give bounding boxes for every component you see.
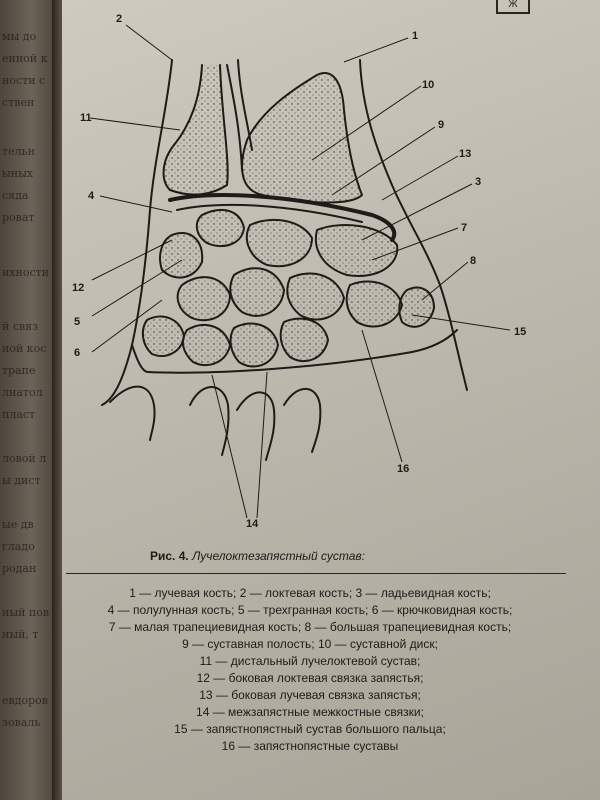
label-6: 6 [74, 347, 81, 359]
left-page-text: ной кос [2, 342, 47, 355]
left-page-text: евдоров [2, 694, 48, 707]
label-8: 8 [470, 255, 477, 267]
left-page-text: мы до [2, 30, 37, 43]
left-page-text: роват [2, 211, 35, 224]
legend-line: 1 — лучевая кость; 2 — локтевая кость; 3 — ладьевидная кость; [129, 586, 491, 600]
figure-legend [40, 585, 580, 755]
left-page-text: ы дист [2, 474, 41, 487]
label-16: 16 [397, 463, 410, 475]
wrist-joint-illustration [62, 0, 600, 545]
legend-line: 4 — полулунная кость; 5 — трехгранная кость; 6 — крючковидная кость; [107, 603, 513, 617]
legend-line: 15 — запястнопястный сустав большого пальца; [174, 722, 446, 736]
left-page-text: трапе [2, 364, 36, 377]
left-page-text: ности с [2, 74, 46, 87]
label-3: 3 [475, 176, 482, 188]
left-page-text: зоваль [2, 716, 41, 729]
left-page-text: тельн [2, 145, 35, 158]
label-14: 14 [246, 518, 259, 530]
left-page-text: ный пов [2, 606, 50, 619]
legend-line: 14 — межзапястные межкостные связки; [196, 705, 424, 719]
left-page-text: й связ [2, 320, 39, 333]
legend-line: 7 — малая трапециевидная кость; 8 — большая трапециевидная кость; [108, 620, 512, 634]
figure-title: Лучелоктезапястный сустав: [192, 549, 365, 563]
left-page-text: ный, т [2, 628, 39, 641]
left-page-text: ые дв [2, 518, 34, 531]
label-13: 13 [459, 148, 472, 160]
label-7: 7 [461, 222, 468, 234]
label-2: 2 [116, 13, 123, 25]
left-page-text: ыных [2, 167, 34, 180]
label-15: 15 [514, 326, 527, 338]
left-page-text: ствен [2, 96, 35, 109]
legend-line: 11 — дистальный лучелоктевой сустав; [199, 654, 421, 668]
left-page-text: ловой л [2, 452, 47, 465]
legend-line: 12 — боковая локтевая связка запястья; [196, 671, 424, 685]
figure-number: Рис. 4. [150, 549, 189, 563]
label-1: 1 [412, 30, 419, 42]
label-10: 10 [422, 79, 435, 91]
left-page-text: родан [2, 562, 37, 575]
caption-divider [66, 573, 566, 574]
left-page-text: гладо [2, 540, 35, 553]
left-page-text: сяда [2, 189, 29, 202]
label-11: 11 [80, 112, 92, 124]
corner-mark: Ж [496, 0, 530, 14]
legend-line: 13 — боковая лучевая связка запястья; [199, 688, 421, 702]
label-5: 5 [74, 316, 81, 328]
label-4: 4 [88, 190, 95, 202]
figure-caption [150, 549, 365, 563]
label-9: 9 [438, 119, 445, 131]
wrist-joint-drawing [62, 0, 600, 545]
label-12: 12 [72, 282, 85, 294]
left-page-text: пласт [2, 408, 36, 421]
left-page-text: ихности [2, 266, 50, 279]
legend-line: 9 — суставная полость; 10 — суставной диск; [182, 637, 438, 651]
legend-line: 16 — запястнопястные суставы [221, 739, 399, 753]
left-page-text: лнатол [2, 386, 43, 399]
left-page-text: енной к [2, 52, 48, 65]
